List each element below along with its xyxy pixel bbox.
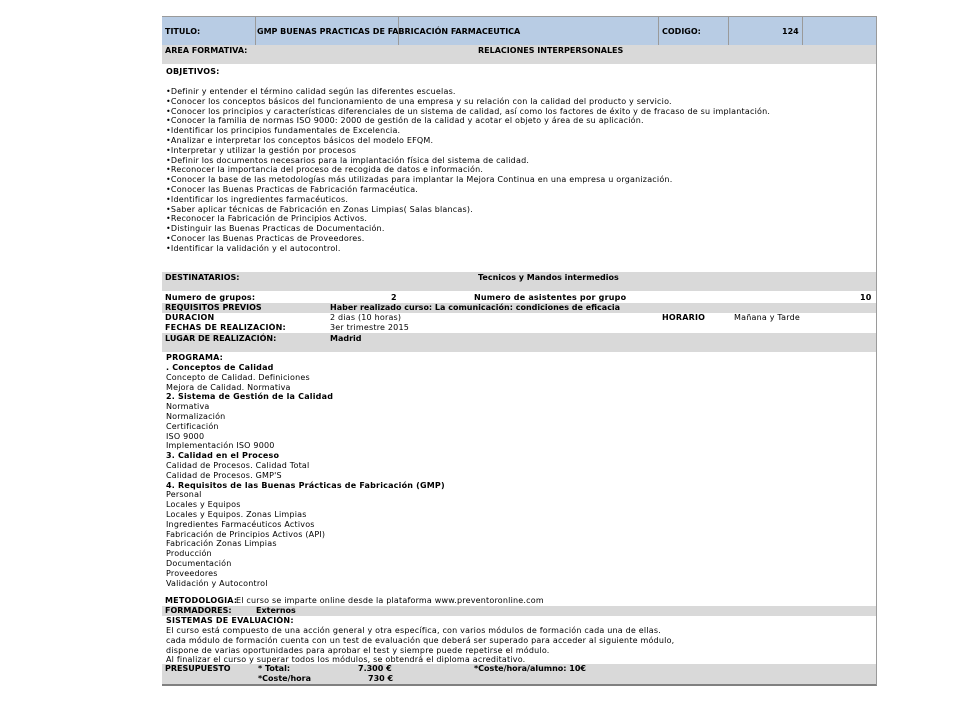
title-label: TITULO: (165, 27, 201, 36)
area-band (162, 45, 876, 64)
program-line: . Conceptos de Calidad (166, 363, 274, 372)
attendees-label: Numero de asistentes por grupo (474, 293, 627, 302)
evaluation-line: El curso está compuesto de una acción general y otra específica, con varios módulos de formación cada una de ellas. (166, 626, 661, 635)
program-line: 4. Requisitos de las Buenas Prácticas de Fabricación (GMP) (166, 480, 445, 490)
program-line: ISO 9000 (166, 431, 205, 441)
program-line: Fabricación de Principios Activos (API) (166, 529, 326, 539)
cost-hour-label: *Coste/hora (258, 674, 312, 683)
cost-hour-value: 730 € (368, 674, 394, 683)
objective-item: •Conocer la familia de normas ISO 9000: 2000 de gestión de la calidad y acotar el objeto y área de su aplicación. (166, 116, 644, 126)
evaluation-heading: SISTEMAS DE EVALUACIÓN: (166, 616, 294, 625)
recipients-band (162, 272, 876, 291)
budget-label: PRESUPUESTO (165, 664, 231, 673)
requirements-band (162, 303, 876, 313)
objective-item: •Analizar e interpretar los conceptos básicos del modelo EFQM. (166, 136, 434, 145)
program-line: Mejora de Calidad. Normativa (166, 382, 291, 392)
program-line: Calidad de Procesos. Calidad Total (166, 461, 310, 470)
dates-value: 3er trimestre 2015 (330, 323, 410, 332)
program-heading: PROGRAMA: (166, 353, 224, 362)
groups-row (162, 293, 876, 303)
program-line: Certificación (166, 421, 219, 431)
recipients-label: DESTINATARIOS: (165, 273, 240, 282)
objective-item: •Definir y entender el término calidad según las diferentes escuelas. (166, 87, 456, 96)
budget-total-label: * Total: (258, 664, 291, 673)
course-title: GMP BUENAS PRACTICAS DE FABRICACIÓN FARMACEUTICA (257, 27, 521, 36)
methodology-row (162, 596, 876, 606)
dates-row (162, 323, 876, 333)
area-value: RELACIONES INTERPERSONALES (478, 46, 624, 55)
duration-row (162, 313, 876, 323)
duration-value: 2 dias (10 horas) (330, 313, 402, 322)
place-value: Madrid (330, 334, 362, 343)
objective-item: •Distinguir las Buenas Practicas de Documentación. (166, 224, 385, 234)
requirements-value: Haber realizado curso: La comunicación: condiciones de eficacia (330, 303, 621, 312)
program-line: Locales y Equipos (166, 500, 241, 510)
program-line: 2. Sistema de Gestión de la Calidad (166, 392, 334, 402)
program-line: Validación y Autocontrol (166, 578, 268, 588)
evaluation-line: dispone de varias oportunidades para aprobar el test y siempre puede repetirse el módulo. (166, 645, 550, 655)
attendees-value: 10 (860, 293, 872, 302)
code-label: CODIGO: (662, 27, 701, 36)
program-line: Normalización (166, 412, 226, 421)
objective-item: •Conocer la base de las metodologías más utilizadas para implantar la Mejora Continua en una empresa u organización. (166, 175, 673, 185)
groups-label: Numero de grupos: (165, 293, 256, 302)
objective-item: •Conocer los conceptos básicos del funcionamiento de una empresa y su relación con la calidad del producto y servicio. (166, 96, 672, 106)
duration-label: DURACION (165, 313, 215, 322)
objective-item: •Interpretar y utilizar la gestión por procesos (166, 145, 357, 155)
program-line: Calidad de Procesos. GMP'S (166, 470, 282, 480)
place-band (162, 333, 876, 352)
schedule-label: HORARIO (662, 313, 706, 322)
dates-label: FECHAS DE REALIZACIÓN: (165, 323, 286, 332)
program-line: Normativa (166, 402, 210, 412)
objective-item: •Identificar los principios fundamentales de Excelencia. (166, 126, 401, 136)
evaluation-line: Al finalizar el curso y superar todos los módulos, se obtendrá el diploma acreditativo. (166, 655, 526, 665)
cost-hour-student: *Coste/hora/alumno: 10€ (474, 664, 586, 673)
trainers-value: Externos (256, 606, 296, 615)
schedule-value: Mañana y Tarde (734, 313, 800, 322)
area-label: AREA FORMATIVA: (165, 46, 248, 55)
objective-item: •Definir los documentos necesarios para la implantación física del sistema de calidad. (166, 155, 530, 165)
program-line: Concepto de Calidad. Definiciones (166, 372, 310, 382)
objective-item: •Saber aplicar técnicas de Fabricación en Zonas Limpias( Salas blancas). (166, 204, 473, 214)
recipients-value: Tecnicos y Mandos intermedios (478, 273, 619, 282)
objective-item: •Conocer las Buenas Practicas de Fabricación farmacéutica. (166, 185, 419, 194)
program-line: Personal (166, 490, 202, 500)
objective-item: •Reconocer la Fabricación de Principios Activos. (166, 214, 368, 224)
objective-item: •Identificar los ingredientes farmacéuticos. (166, 194, 349, 204)
program-line: Ingredientes Farmacéuticos Activos (166, 519, 315, 529)
objective-item: •Identificar la validación y el autocontrol. (166, 243, 341, 253)
methodology-label: METODOLOGIA: (165, 596, 238, 605)
budget-band (162, 664, 876, 684)
program-line: Fabricación Zonas Limpias (166, 539, 277, 549)
program-line: Implementación ISO 9000 (166, 441, 275, 451)
title-band (162, 16, 876, 46)
program-line: Locales y Equipos. Zonas Limpias (166, 510, 307, 519)
program-line: 3. Calidad en el Proceso (166, 451, 280, 461)
methodology-value: El curso se imparte online desde la plataforma www.preventoronline.com (236, 596, 544, 605)
program-line: Proveedores (166, 568, 218, 578)
objective-item: •Conocer los principios y características diferenciales de un sistema de calidad, así como los factores de éxito y de fracaso de su implantación. (166, 106, 771, 116)
course-code: 124 (782, 27, 799, 36)
objectives-heading: OBJETIVOS: (166, 67, 220, 76)
objective-item: •Reconocer la importancia del proceso de recogida de datos e información. (166, 165, 484, 175)
course-sheet (162, 16, 877, 686)
program-line: Documentación (166, 559, 232, 568)
program-line: Producción (166, 549, 212, 559)
trainers-label: FORMADORES: (165, 606, 232, 615)
budget-total-value: 7.300 € (358, 664, 392, 673)
groups-value: 2 (391, 293, 397, 302)
evaluation-line: cada módulo de formación cuenta con un test de evaluación que deberá ser superado para acceder al siguiente módulo, (166, 635, 675, 645)
requirements-label: REQUISITOS PREVIOS (165, 303, 262, 312)
place-label: LUGAR DE REALIZACIÓN: (165, 334, 277, 343)
trainers-band (162, 606, 876, 616)
objective-item: •Conocer las Buenas Practicas de Proveedores. (166, 234, 365, 243)
